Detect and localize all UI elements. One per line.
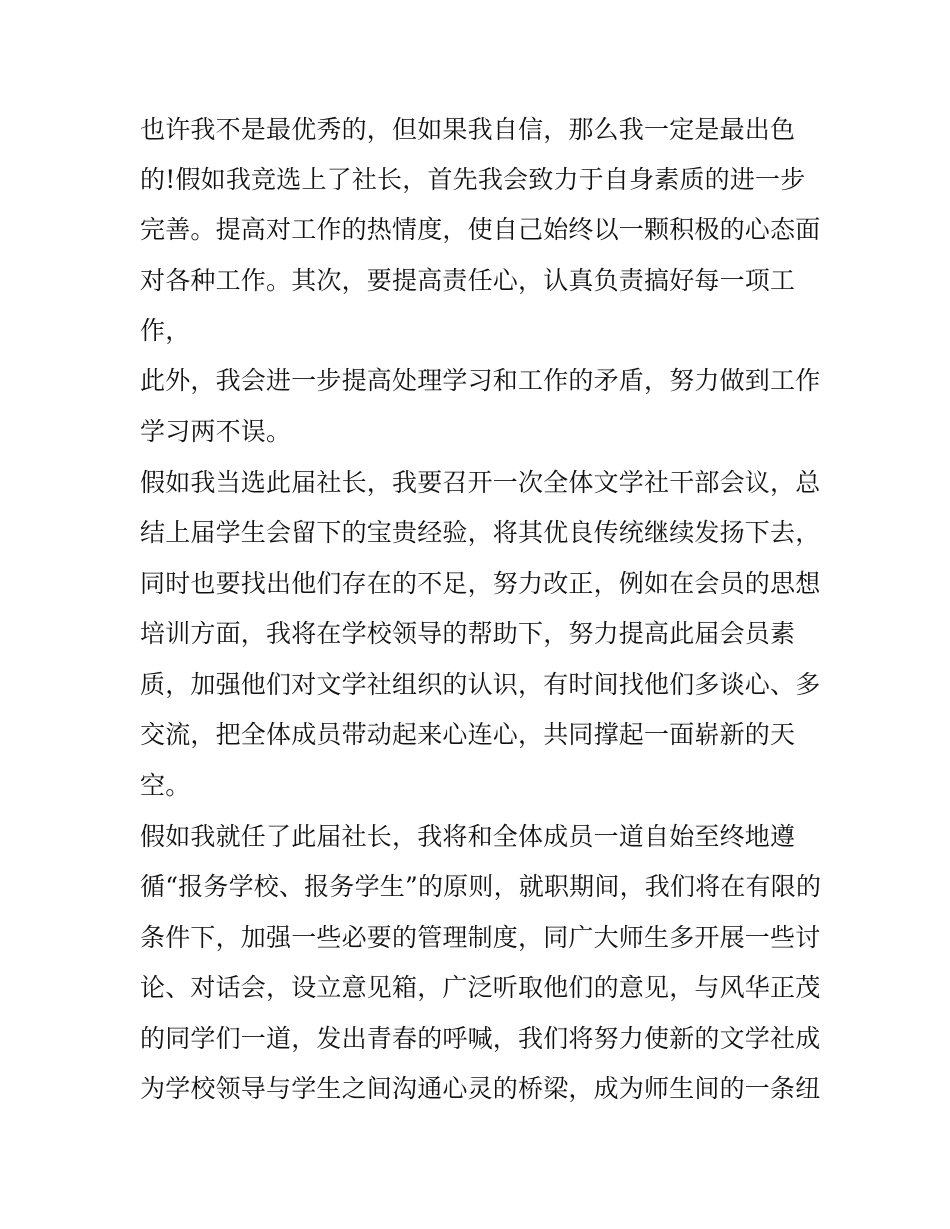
text-line: 同时也要找出他们存在的不足，努力改正，例如在会员的思想 [140, 569, 821, 598]
text-line: 假如我就任了此届社长，我将和全体成员一道自始至终地遵 [140, 822, 796, 851]
text-line: 条件下，加强一些必要的管理制度，同广大师生多开展一些讨 [140, 923, 821, 952]
text-line: 学习两不误。 [140, 417, 292, 446]
text-line: 培训方面，我将在学校领导的帮助下，努力提高此届会员素 [140, 619, 796, 648]
text-line: 质，加强他们对文学社组织的认识，有时间找他们多谈心、多 [140, 670, 821, 699]
text-line: 作， [140, 316, 191, 345]
text-line: 为学校领导与学生之间沟通心灵的桥梁，成为师生间的一条纽 [140, 1074, 821, 1103]
text-line: 此外，我会进一步提高处理学习和工作的矛盾，努力做到工作 [140, 366, 821, 395]
text-line: 循“报务学校、报务学生”的原则，就职期间，我们将在有限的 [140, 872, 822, 901]
text-line: 假如我当选此届社长，我要召开一次全体文学社干部会议，总 [140, 468, 821, 497]
text-line: 的同学们一道，发出青春的呼喊，我们将努力使新的文学社成 [140, 1024, 821, 1053]
text-line: 也许我不是最优秀的，但如果我自信，那么我一定是最出色 [140, 115, 796, 144]
text-line: 对各种工作。其次，要提高责任心，认真负责搞好每一项工 [140, 266, 796, 295]
text-line: 交流，把全体成员带动起来心连心，共同撑起一面崭新的天 [140, 720, 796, 749]
text-line: 完善。提高对工作的热情度，使自己始终以一颗积极的心态面 [140, 215, 821, 244]
text-line: 结上届学生会留下的宝贵经验，将其优良传统继续发扬下去， [140, 518, 821, 547]
text-line: 论、对话会，设立意见箱，广泛听取他们的意见，与风华正茂 [140, 973, 821, 1002]
text-line: 空。 [140, 771, 191, 800]
text-line: 的!假如我竞选上了社长，首先我会致力于自身素质的进一步 [140, 165, 806, 194]
